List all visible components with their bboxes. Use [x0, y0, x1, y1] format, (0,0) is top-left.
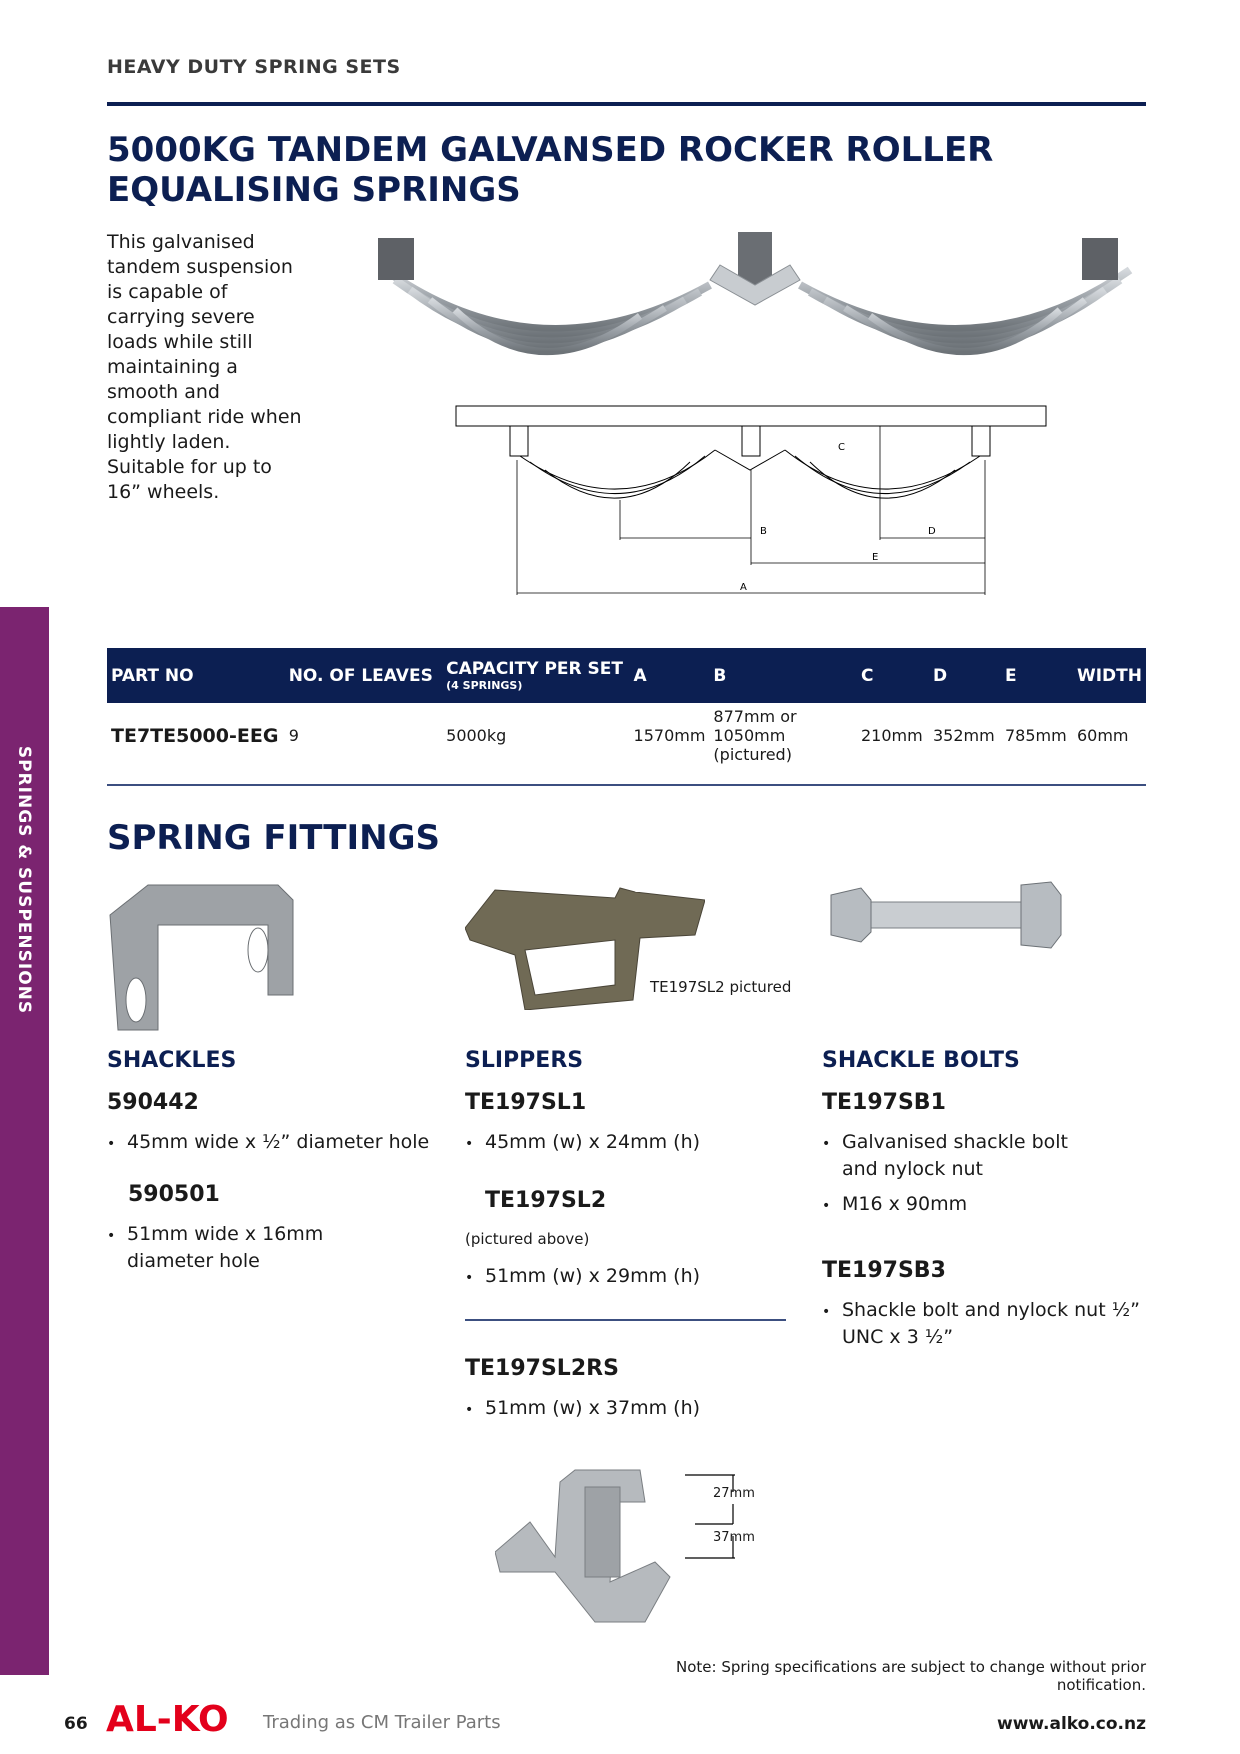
cell-e: 785mm	[1004, 726, 1067, 745]
product-title	[107, 130, 1007, 210]
bolt-te197sb3-spec: • Shackle bolt and nylock nut ½” UNC x 3 ½”	[822, 1298, 1162, 1350]
cell-b	[709, 703, 857, 768]
fittings-title: SPRING FITTINGS	[107, 818, 440, 858]
slipper-te197sl2rs-spec: • 51mm (w) x 37mm (h)	[465, 1396, 785, 1423]
cell-c: 210mm	[861, 726, 923, 745]
cell-d: 352mm	[932, 726, 995, 745]
spec-change-note: Note: Spring specifications are subject to change without prior notification.	[675, 1658, 1146, 1694]
header-rule	[107, 102, 1146, 106]
left-hanger	[378, 238, 414, 280]
col-c: C	[857, 648, 929, 703]
bolt-code-te197sb1: TE197SB1	[822, 1090, 946, 1115]
centre-hanger-outline	[742, 426, 760, 456]
spec-table-header	[107, 648, 1146, 703]
col-part-no: PART NO	[107, 648, 285, 703]
section-divider	[107, 784, 1146, 786]
label-d: D	[928, 526, 936, 537]
col-a: A	[630, 648, 710, 703]
alko-logo	[106, 1699, 241, 1737]
shackle-bolt-photo	[826, 880, 1066, 950]
shackle-photo	[108, 880, 298, 1040]
label-e: E	[872, 552, 879, 563]
shackle-code-590442: 590442	[107, 1090, 199, 1115]
col-e: E	[1001, 648, 1073, 703]
rs-dim-27mm: 27mm	[713, 1486, 755, 1501]
spec-table	[107, 648, 1146, 768]
slipper-te197sl1-spec: • 45mm (w) x 24mm (h)	[465, 1130, 785, 1157]
side-tab-label: SPRINGS & SUSPENSIONS	[14, 745, 34, 1015]
cell-b-line-2: 1050mm (pictured)	[713, 726, 792, 764]
spring-outline	[520, 450, 980, 498]
website-link[interactable]: www.alko.co.nz	[997, 1714, 1146, 1734]
dimension-diagram	[440, 400, 1060, 600]
cell-b-line-1: 877mm or	[713, 707, 797, 726]
title-line-2: EQUALISING SPRINGS	[107, 170, 521, 210]
right-leaf-spring	[800, 270, 1130, 352]
label-b: B	[760, 526, 767, 537]
trading-as: Trading as CM Trailer Parts	[263, 1712, 501, 1733]
rs-slipper-photo	[495, 1462, 745, 1632]
bolt-te197sb1-spec-1: • Galvanised shackle bolt and nylock nut	[822, 1130, 1092, 1182]
cell-a: 1570mm	[633, 726, 706, 745]
slipper-caption: TE197SL2 pictured	[650, 978, 792, 996]
label-a: A	[740, 582, 747, 593]
bolt-code-te197sb3: TE197SB3	[822, 1258, 946, 1283]
capacity-note: (4 SPRINGS)	[446, 679, 523, 692]
slipper-code-te197sl2: TE197SL2	[485, 1188, 607, 1213]
label-c: C	[838, 442, 845, 453]
shackles-heading: SHACKLES	[107, 1048, 237, 1073]
shackle-590442-spec: • 45mm wide x ½” diameter hole	[107, 1130, 457, 1157]
slipper-te197sl2-spec: • 51mm (w) x 29mm (h)	[465, 1264, 785, 1291]
title-line-1: 5000KG TANDEM GALVANSED ROCKER ROLLER	[107, 130, 994, 170]
slipper-te197sl2-note: (pictured above)	[465, 1230, 590, 1248]
section-heading: HEAVY DUTY SPRING SETS	[107, 56, 401, 78]
rear-hanger-outline	[972, 426, 990, 456]
chassis-rail	[456, 406, 1046, 426]
cell-leaves: 9	[288, 726, 299, 745]
cell-part-no: TE7TE5000-EEG	[111, 724, 279, 747]
slipper-code-te197sl2rs: TE197SL2RS	[465, 1356, 619, 1381]
right-hanger	[1082, 238, 1118, 280]
rs-dim-37mm: 37mm	[713, 1530, 755, 1545]
shackle-bolts-heading: SHACKLE BOLTS	[822, 1048, 1020, 1073]
col-width: WIDTH	[1073, 648, 1146, 703]
col-d: D	[929, 648, 1001, 703]
slippers-heading: SLIPPERS	[465, 1048, 584, 1073]
left-leaf-spring	[385, 270, 710, 352]
slippers-divider	[465, 1319, 786, 1321]
col-b: B	[709, 648, 857, 703]
brand-logo-text: AL-KO	[106, 1699, 229, 1737]
table-row	[107, 703, 1146, 768]
bolt-te197sb1-spec-2: • M16 x 90mm	[822, 1192, 1092, 1219]
shackle-hole-icon	[126, 978, 146, 1022]
col-capacity	[442, 648, 629, 703]
spring-set-photo	[370, 230, 1146, 360]
shackle-590501-spec: • 51mm wide x 16mm diameter hole	[107, 1222, 357, 1274]
cell-capacity: 5000kg	[446, 726, 507, 745]
col-leaves: NO. OF LEAVES	[285, 648, 442, 703]
front-hanger-outline	[510, 426, 528, 456]
capacity-heading: CAPACITY PER SET	[446, 659, 623, 679]
cell-width: 60mm	[1076, 726, 1129, 745]
slipper-code-te197sl1: TE197SL1	[465, 1090, 587, 1115]
page-number: 66	[64, 1714, 88, 1734]
product-description: This galvanised tandem suspension is capable of carrying severe loads while still maintaining a smooth and compliant ride when lightly laden. Suitable for up to 16” wheels.	[107, 231, 302, 503]
shackle-code-590501: 590501	[128, 1182, 220, 1207]
